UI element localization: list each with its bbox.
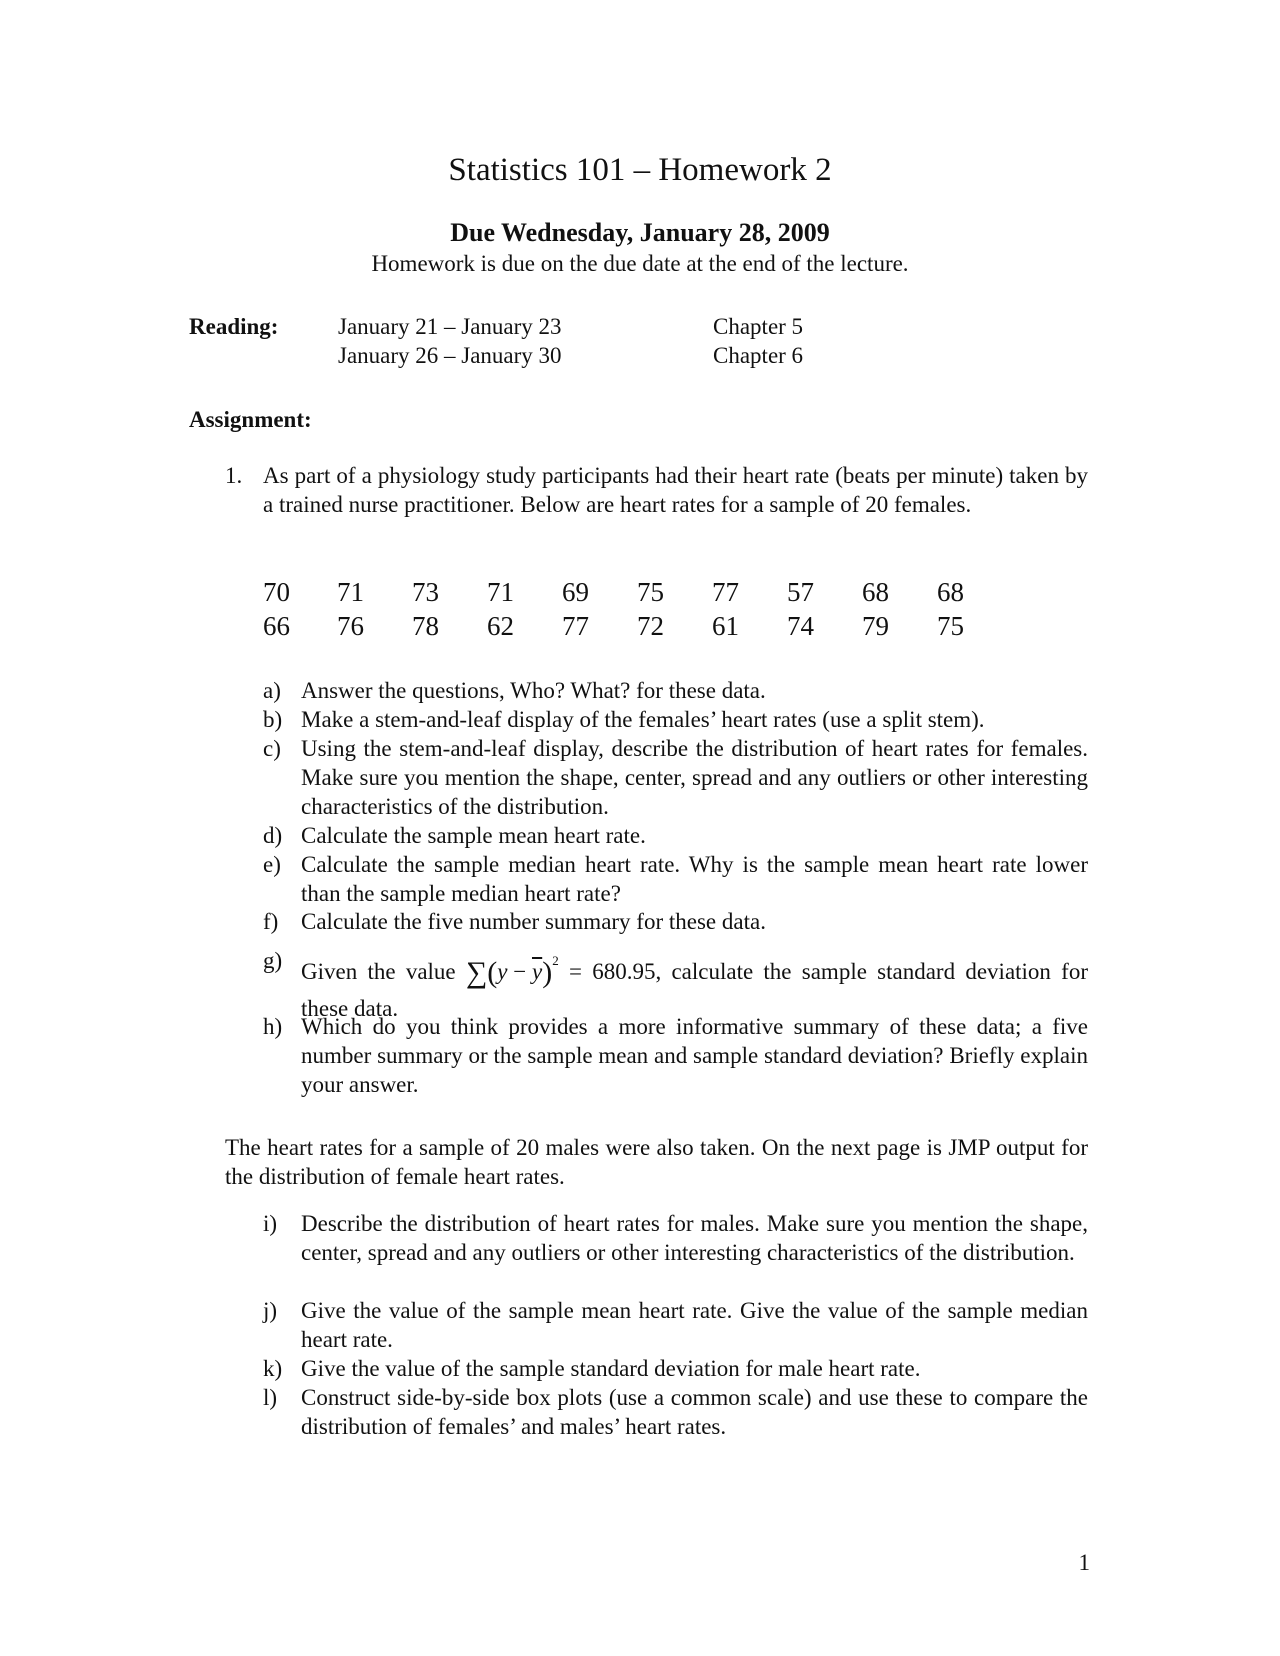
part-label: a) [263,678,281,703]
part-i [263,1209,1088,1267]
part-l [263,1383,1088,1441]
data-value: 71 [487,577,514,607]
part-a [263,676,1088,705]
data-value: 78 [412,611,439,641]
data-value: 77 [562,611,589,641]
data-value: 68 [862,577,889,607]
due-date: Due Wednesday, January 28, 2009 [450,218,830,247]
formula-y: y [497,959,508,984]
sum-squares-formula [466,943,559,991]
data-value: 74 [787,611,814,641]
formula-open-paren: ( [487,956,498,989]
part-text: Calculate the sample median heart rate. Why is the sample mean heart rate lower than the sample median heart rate? [301,852,1088,906]
part-text: Make a stem-and-leaf display of the females’ heart rates (use a split stem). [301,707,985,732]
part-label: f) [263,909,279,934]
part-e [263,850,1088,908]
part-label: h) [263,1014,283,1039]
page-title: Statistics 101 – Homework 2 [448,152,832,188]
data-value: 76 [337,611,364,641]
part-text: Give the value of the sample mean heart rate. Give the value of the sample median heart rate. [301,1298,1088,1352]
part-j [263,1296,1088,1354]
part-text: Calculate the five number summary for these data. [301,909,766,934]
formula-exponent: 2 [552,953,559,968]
males-paragraph: The heart rates for a sample of 20 males were also taken. On the next page is JMP output for the distribution of female heart rates. [225,1135,1088,1189]
question-number: 1. [225,463,243,488]
reading-chapter-1: Chapter 5 [713,314,804,339]
question-intro: As part of a physiology study participants had their heart rate (beats per minute) taken by a trained nurse practitioner. Below are heart rates for a sample of 20 females. [263,463,1088,517]
due-note: Homework is due on the due date at the end of the lecture. [371,251,909,276]
reading-chapter-2: Chapter 6 [713,343,804,368]
part-f [263,907,1088,936]
part-label: b) [263,707,283,732]
data-value: 79 [862,611,889,641]
data-value: 75 [937,611,964,641]
part-c [263,734,1088,821]
part-text: Calculate the sample mean heart rate. [301,823,646,848]
data-value: 75 [637,577,664,607]
part-label: g) [263,948,283,973]
part-label: e) [263,852,281,877]
formula-minus: − [513,959,527,984]
part-h [263,1012,1088,1099]
data-value: 61 [712,611,739,641]
data-value: 71 [337,577,364,607]
part-k [263,1354,1088,1383]
formula-close-paren: ) [542,956,553,989]
part-g-text-before: Given the value [301,959,456,984]
data-value: 57 [787,577,814,607]
data-value: 72 [637,611,664,641]
page-number: 1 [1078,1550,1090,1575]
sigma-symbol: ∑ [465,956,488,989]
reading-label: Reading: [189,314,279,339]
part-label: d) [263,823,283,848]
formula-ybar: $\overline{y}$ [531,959,543,984]
data-value: 70 [263,577,290,607]
data-value: 69 [562,577,589,607]
part-text: Construct side-by-side box plots (use a common scale) and use these to compare the distribution of females’ and males’ heart rates. [301,1385,1088,1439]
assignment-label: Assignment: [189,407,312,432]
part-text: Which do you think provides a more informative summary of these data; a five number summary or the sample mean and sample standard deviation? Briefly explain your answer. [301,1014,1088,1097]
part-d [263,821,1088,850]
reading-range-1: January 21 – January 23 [338,314,562,339]
part-label: k) [263,1356,283,1381]
data-value: 62 [487,611,514,641]
part-b [263,705,1088,734]
part-label: i) [263,1211,278,1236]
part-label: l) [263,1385,278,1410]
part-label: c) [263,736,281,761]
part-text: Describe the distribution of heart rates for males. Make sure you mention the shape, center, spread and any outliers or other interesting characteristics of the distribution. [301,1211,1088,1265]
data-value: 77 [712,577,739,607]
part-text: Answer the questions, Who? What? for these data. [301,678,766,703]
data-value: 66 [263,611,290,641]
part-g-text-after: = 680.95, calculate the sample standard deviation for these data. [301,959,1089,1021]
data-value: 73 [412,577,439,607]
data-value: 68 [937,577,964,607]
part-label: j) [263,1298,278,1323]
part-text: Give the value of the sample standard deviation for male heart rate. [301,1356,921,1381]
part-text: Using the stem-and-leaf display, describe the distribution of heart rates for females. Make sure you mention the shape, center, spread and any outliers or other interesting characteristics of the distribution. [301,736,1088,819]
reading-range-2: January 26 – January 30 [338,343,562,368]
